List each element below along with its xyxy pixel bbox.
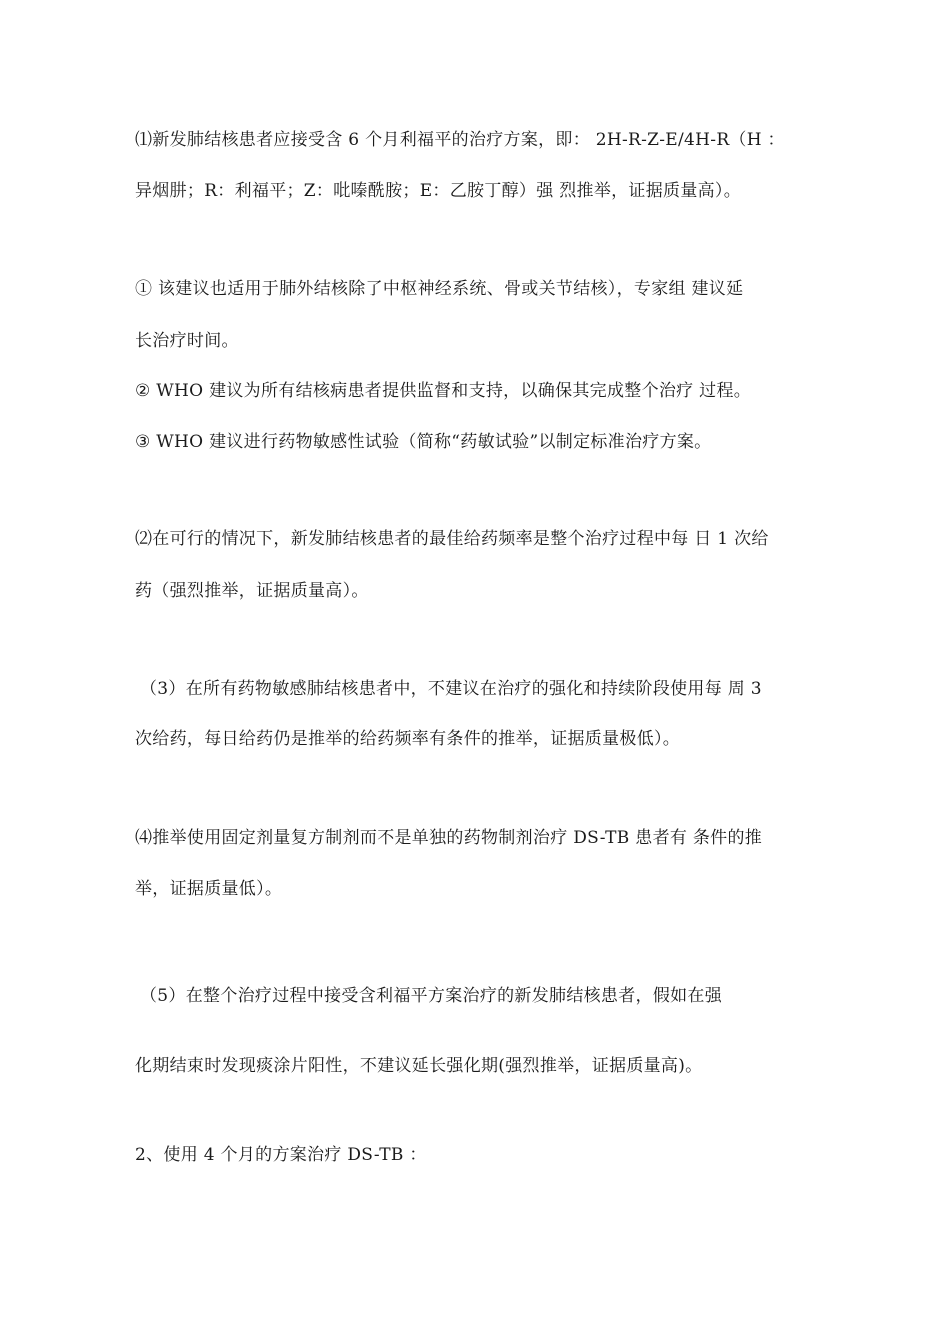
text-line-14: 化期结束时发现痰涂片阳性，不建议延长强化期(强烈推举，证据质量高)。 xyxy=(135,1056,703,1076)
text-line-3: ① 该建议也适用于肺外结核除了中枢神经系统、骨或关节结核），专家组 建议延 xyxy=(135,279,744,299)
section-heading: 2、使用 4 个月的方案治疗 DS-TB ： xyxy=(135,1145,427,1165)
text-line-4: 长治疗时间。 xyxy=(135,331,239,351)
text-line-11: ⑷推举使用固定剂量复方制剂而不是单独的药物制剂治疗 DS-TB 患者有 条件的推 xyxy=(135,828,763,848)
text-line-7: ⑵在可行的情况下，新发肺结核患者的最佳给药频率是整个治疗过程中每 日 1 次给 xyxy=(135,529,769,549)
text-line-2: 异烟肼；R：利福平；Z：吡嗪酰胺；E：乙胺丁醇）强 烈推举，证据质量高）。 xyxy=(135,181,742,201)
text-line-12: 举，证据质量低）。 xyxy=(135,879,283,899)
text-line-5: ② WHO 建议为所有结核病患者提供监督和支持，以确保其完成整个治疗 过程。 xyxy=(135,381,752,401)
text-line-13: （5）在整个治疗过程中接受含利福平方案治疗的新发肺结核患者，假如在强 xyxy=(140,986,723,1006)
text-line-10: 次给药，每日给药仍是推举的给药频率有条件的推举，证据质量极低）。 xyxy=(135,729,681,749)
text-line-6: ③ WHO 建议进行药物敏感性试验（简称“药敏试验”以制定标准治疗方案。 xyxy=(135,432,712,452)
text-line-9: （3）在所有药物敏感肺结核患者中，不建议在治疗的强化和持续阶段使用每 周 3 xyxy=(140,679,762,699)
text-line-1: ⑴新发肺结核患者应接受含 6 个月利福平的治疗方案，即： 2H-R-Z-E/4H-R（H ： xyxy=(135,130,785,150)
text-line-8: 药（强烈推举，证据质量高）。 xyxy=(135,581,369,601)
